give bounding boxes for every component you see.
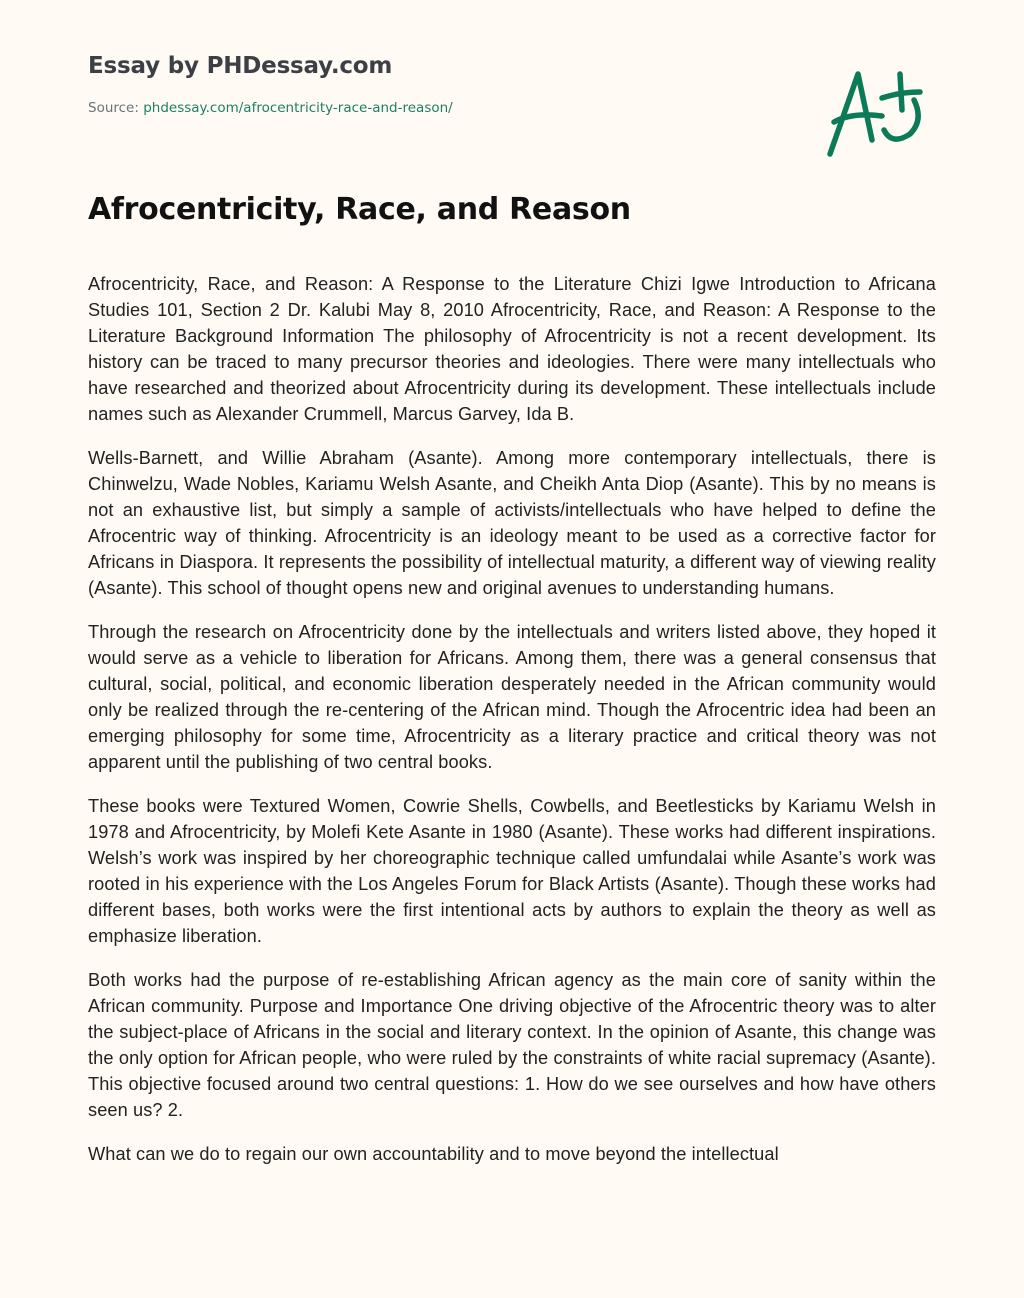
paragraph: Afrocentricity, Race, and Reason: A Response to the Literature Chizi Igwe Introduction to Africana Studies 101, Section 2 Dr. Kalubi May 8, 2010 Afrocentricity, Race, and Reason: A Response to the Literature Background Information The philosophy of Afrocentricity is not a recent development. Its history can be traced to many precursor theories and ideologies. There were many intellectuals who have researched and theorized about Afrocentricity during its development. These intellectuals include names such as Alexander Crummell, Marcus Garvey, Ida B.	[88, 274, 936, 424]
source-line	[88, 99, 788, 117]
paragraph: These books were Textured Women, Cowrie Shells, Cowbells, and Beetlesticks by Kariamu Welsh in 1978 and Afrocentricity, by Molefi Kete Asante in 1980 (Asante). These works had different inspirations. Welsh’s work was inspired by her choreographic technique called umfundalai while Asante’s work was rooted in his experience with the Los Angeles Forum for Black Artists (Asante). Though these works had different bases, both works were the first intentional acts by authors to explain the theory as well as emphasize liberation.	[88, 796, 936, 946]
source-link[interactable]: phdessay.com/afrocentricity-race-and-reason/	[143, 100, 453, 116]
source-label: Source:	[88, 100, 139, 116]
site-header	[88, 50, 788, 117]
paragraph: Wells-Barnett, and Willie Abraham (Asante). Among more contemporary intellectuals, there is Chinwelzu, Wade Nobles, Kariamu Welsh Asante, and Cheikh Anta Diop (Asante). This by no means is not an exhaustive list, but simply a sample of activists/intellectuals who have helped to define the Afrocentric way of thinking. Afrocentricity is an ideology meant to be used as a corrective factor for Africans in Diaspora. It represents the possibility of intellectual maturity, a different way of viewing reality (Asante). This school of thought opens new and original avenues to understanding humans.	[88, 448, 936, 598]
site-title: Essay by PHDessay.com	[88, 53, 393, 79]
paragraph: Both works had the purpose of re-establishing African agency as the main core of sanity within the African community. Purpose and Importance One driving objective of the Afrocentric theory was to alter the subject-place of Africans in the social and literary context. In the opinion of Asante, this change was the only option for African people, who were ruled by the constraints of white racial supremacy (Asante). This objective focused around two central questions: 1. How do we see ourselves and how have others seen us? 2.	[88, 970, 936, 1120]
a-plus-grade-icon	[822, 62, 932, 162]
page-title: Afrocentricity, Race, and Reason	[88, 192, 631, 227]
article-body	[88, 271, 936, 1252]
paragraph: Through the research on Afrocentricity done by the intellectuals and writers listed above, they hoped it would serve as a vehicle to liberation for Africans. Among them, there was a general consensus that cultural, social, political, and economic liberation desperately needed in the African community would only be realized through the re-centering of the African mind. Though the Afrocentric idea had been an emerging philosophy for some time, Afrocentricity as a literary practice and critical theory was not apparent until the publishing of two central books.	[88, 622, 936, 772]
paragraph: What can we do to regain our own accountability and to move beyond the intellectual	[88, 1144, 779, 1164]
